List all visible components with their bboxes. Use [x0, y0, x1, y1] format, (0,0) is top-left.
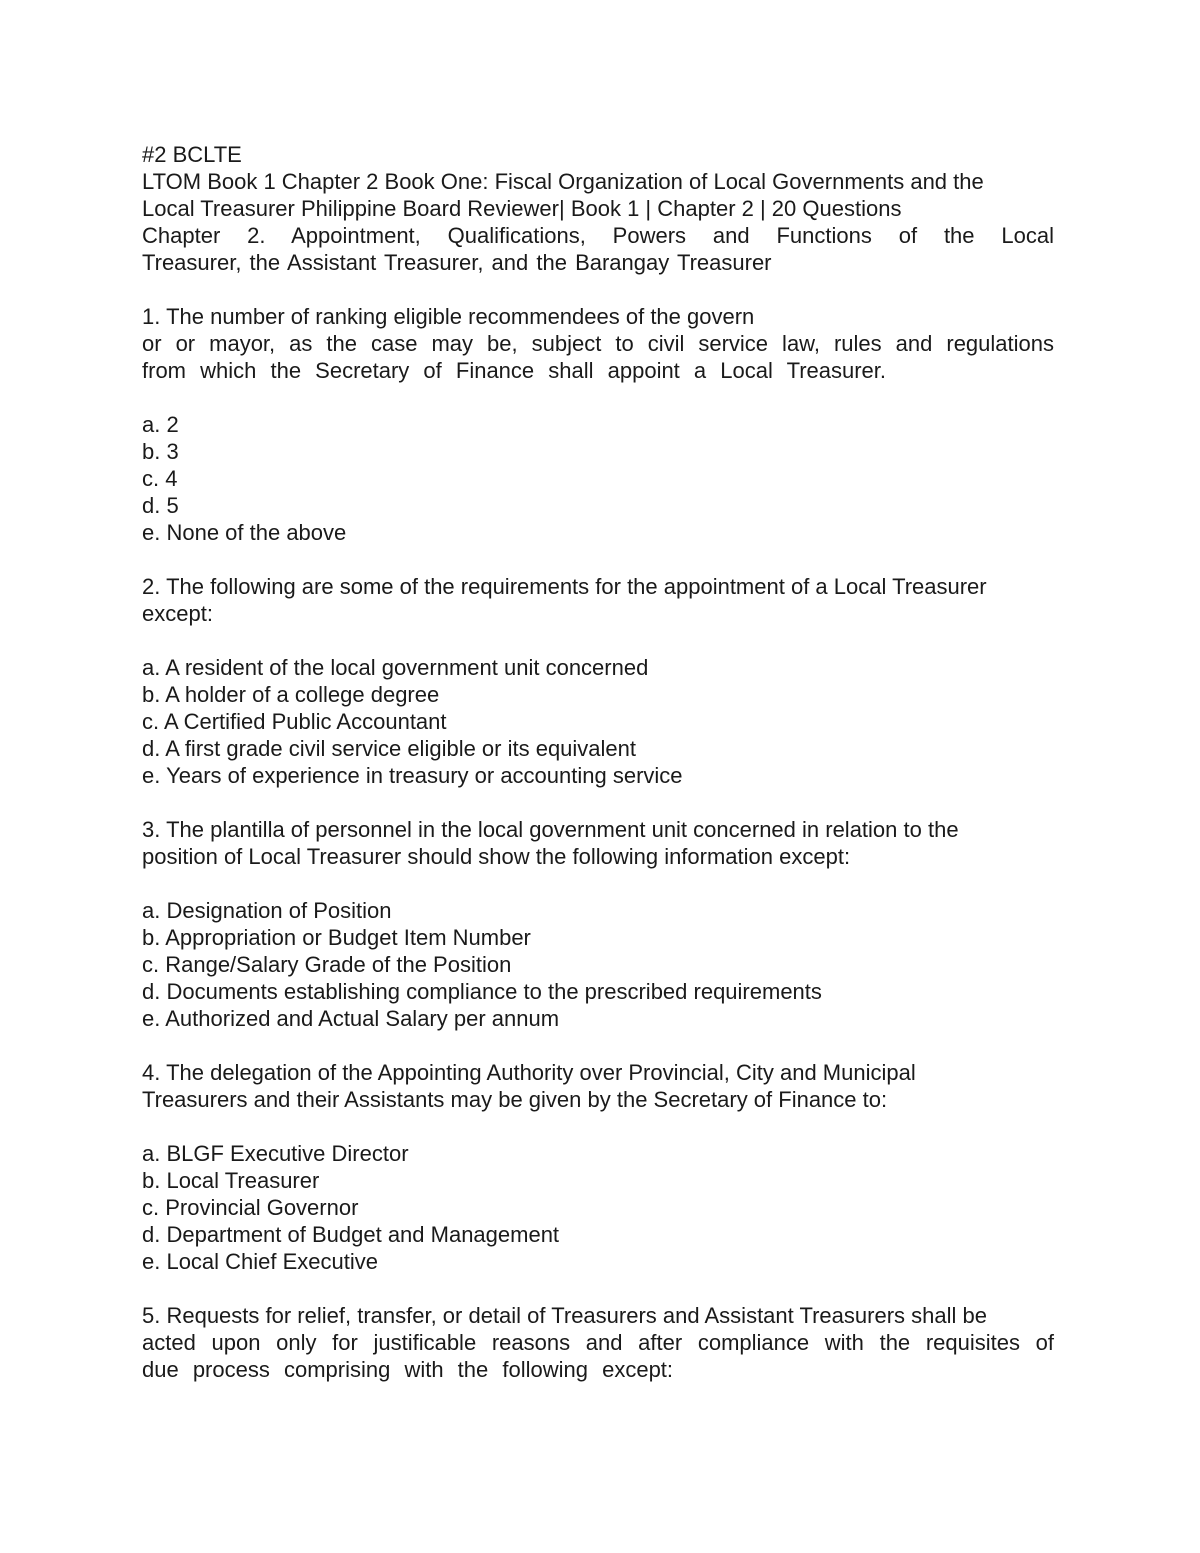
spacer	[142, 1113, 1054, 1140]
question-text: from which the Secretary of Finance shall appoint a Local Treasurer.	[142, 358, 887, 383]
answer-option: e. None of the above	[142, 520, 347, 545]
question-text: 4. The delegation of the Appointing Authority over Provincial, City and Municipal	[142, 1060, 916, 1085]
answer-option: b. A holder of a college degree	[142, 682, 440, 707]
document-page	[142, 141, 1054, 1383]
answer-option: d. Department of Budget and Management	[142, 1222, 560, 1247]
question-text: due process comprising with the following except:	[142, 1357, 674, 1382]
question-text: Treasurers and their Assistants may be given by the Secretary of Finance to:	[142, 1087, 888, 1112]
chapter-title-line: Treasurer, the Assistant Treasurer, and the Barangay Treasurer	[142, 250, 772, 275]
question-5	[142, 1302, 1054, 1383]
answer-option: b. Appropriation or Budget Item Number	[142, 925, 531, 950]
spacer	[142, 870, 1054, 897]
answer-option: c. 4	[142, 466, 178, 491]
spacer	[142, 384, 1054, 411]
spacer	[142, 1275, 1054, 1302]
question-text: acted upon only for justificable reasons and after compliance with the requisites of	[142, 1330, 1054, 1355]
spacer	[142, 546, 1054, 573]
answer-option: e. Years of experience in treasury or accounting service	[142, 763, 683, 788]
chapter-title-line: Chapter 2. Appointment, Qualifications, Powers and Functions of the Local	[142, 223, 1054, 248]
answer-option: d. 5	[142, 493, 179, 518]
question-1	[142, 303, 1054, 546]
question-text: except:	[142, 601, 213, 626]
answer-option: a. 2	[142, 412, 179, 437]
answer-option: b. 3	[142, 439, 179, 464]
question-text: position of Local Treasurer should show the following information except:	[142, 844, 851, 869]
answer-option: a. BLGF Executive Director	[142, 1141, 409, 1166]
document-title-line: Local Treasurer Philippine Board Reviewer| Book 1 | Chapter 2 | 20 Questions	[142, 196, 902, 221]
question-4	[142, 1059, 1054, 1275]
answer-option: e. Authorized and Actual Salary per annum	[142, 1006, 560, 1031]
question-text: 5. Requests for relief, transfer, or detail of Treasurers and Assistant Treasurers shall be	[142, 1303, 987, 1328]
answer-option: a. Designation of Position	[142, 898, 392, 923]
answer-option: d. Documents establishing compliance to the prescribed requirements	[142, 979, 822, 1004]
question-2	[142, 573, 1054, 789]
answer-option: e. Local Chief Executive	[142, 1249, 379, 1274]
spacer	[142, 276, 1054, 303]
document-tag: #2 BCLTE	[142, 142, 242, 167]
spacer	[142, 789, 1054, 816]
document-header	[142, 141, 1054, 276]
question-text: 3. The plantilla of personnel in the local government unit concerned in relation to the	[142, 817, 959, 842]
answer-option: c. Range/Salary Grade of the Position	[142, 952, 512, 977]
question-text: 2. The following are some of the requirements for the appointment of a Local Treasurer	[142, 574, 987, 599]
answer-option: a. A resident of the local government unit concerned	[142, 655, 649, 680]
question-text: or or mayor, as the case may be, subject to civil service law, rules and regulations	[142, 331, 1054, 356]
spacer	[142, 1032, 1054, 1059]
answer-option: b. Local Treasurer	[142, 1168, 320, 1193]
answer-option: c. A Certified Public Accountant	[142, 709, 447, 734]
question-3	[142, 816, 1054, 1032]
spacer	[142, 627, 1054, 654]
answer-option: d. A first grade civil service eligible or its equivalent	[142, 736, 637, 761]
answer-option: c. Provincial Governor	[142, 1195, 359, 1220]
question-text: 1. The number of ranking eligible recommendees of the govern	[142, 304, 755, 329]
document-title-line: LTOM Book 1 Chapter 2 Book One: Fiscal Organization of Local Governments and the	[142, 169, 984, 194]
